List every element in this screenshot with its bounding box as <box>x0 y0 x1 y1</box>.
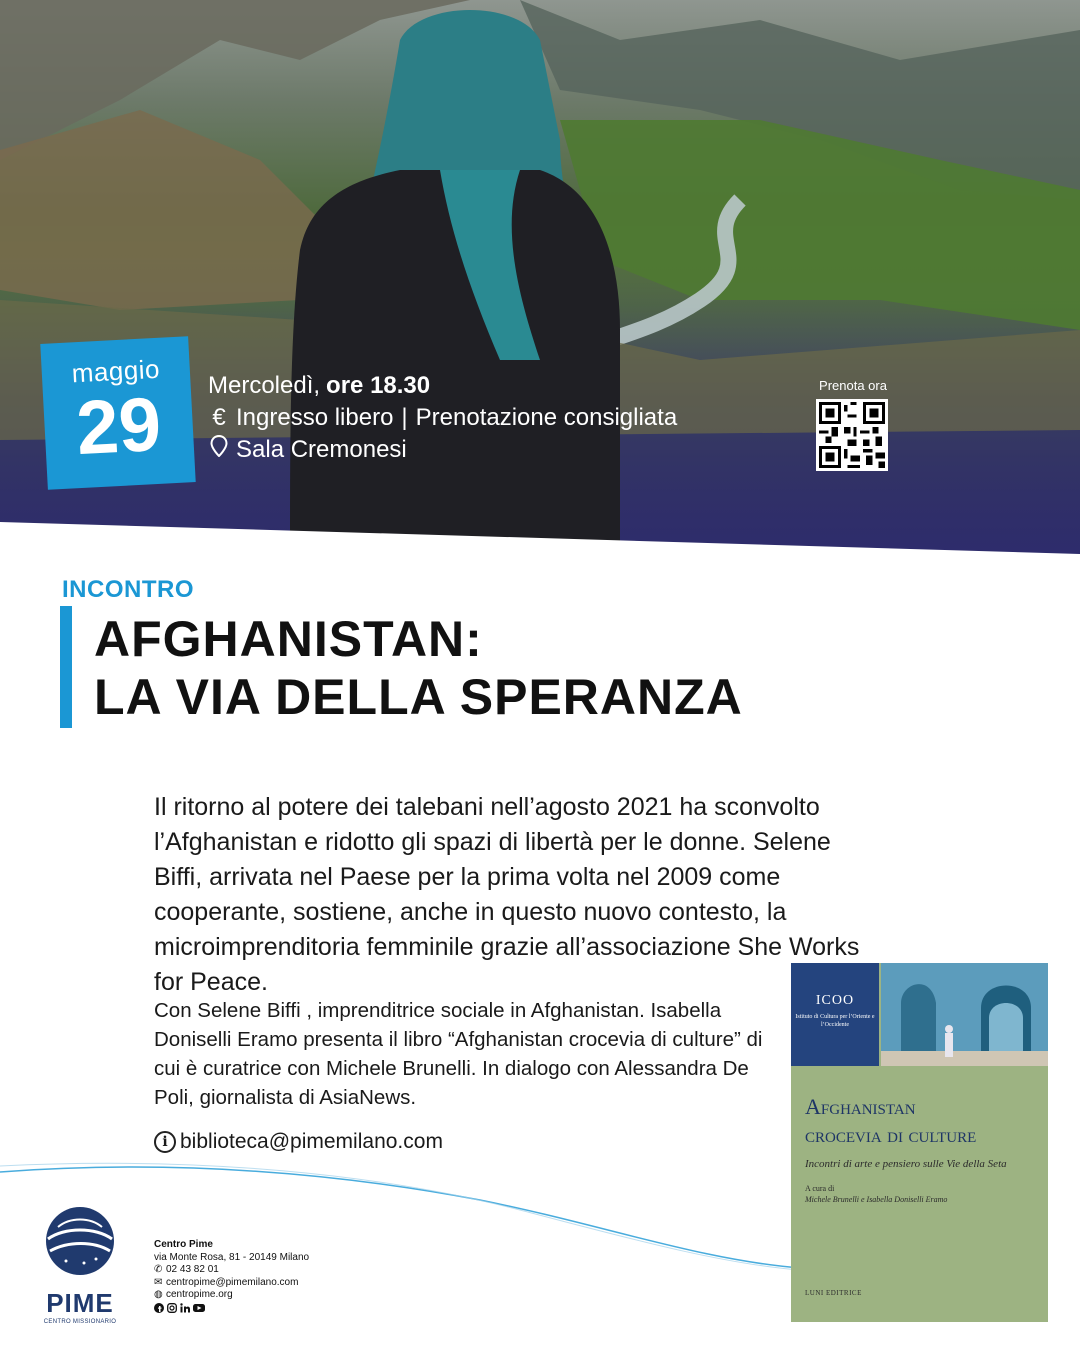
footer-email-row <box>154 1277 309 1290</box>
mail-icon: ✉ <box>154 1276 163 1288</box>
linkedin-icon[interactable] <box>180 1303 190 1313</box>
contact-email-link[interactable]: biblioteca@pimemilano.com <box>180 1130 443 1153</box>
book-credits <box>805 1183 1041 1205</box>
youtube-icon[interactable] <box>193 1303 205 1313</box>
footer-phone[interactable]: 02 43 82 01 <box>166 1264 219 1276</box>
title-accent-bar <box>60 606 72 728</box>
event-booking: Prenotazione consigliata <box>415 404 678 431</box>
euro-icon: € <box>212 404 226 431</box>
date-day: 29 <box>74 381 164 472</box>
globe-icon: ◍ <box>154 1289 163 1301</box>
book-title-line-1: Afghanistan <box>805 1094 916 1119</box>
footer-org: Centro Pime <box>154 1239 213 1250</box>
event-entry: Ingresso libero <box>236 404 394 431</box>
event-separator: | <box>401 404 408 431</box>
event-venue: Sala Cremonesi <box>236 436 407 463</box>
facebook-icon[interactable] <box>154 1303 164 1313</box>
book-cover <box>791 963 1048 1322</box>
book-title-line-2: crocevia di culture <box>805 1122 977 1147</box>
contact-line <box>154 1130 443 1154</box>
footer-social-row <box>154 1303 309 1313</box>
date-month: maggio <box>70 353 161 389</box>
footer-website[interactable]: centropime.org <box>166 1289 233 1301</box>
phone-icon: ✆ <box>154 1264 163 1276</box>
book-edited-by: A cura di <box>805 1184 835 1193</box>
title-line-2: LA VIA DELLA SPERANZA <box>94 669 743 725</box>
book-editors: Michele Brunelli e Isabella Doniselli Eramo <box>805 1195 948 1204</box>
footer-email[interactable]: centropime@pimemilano.com <box>166 1276 299 1288</box>
footer-web-row <box>154 1289 309 1302</box>
hero-photo <box>0 0 1080 555</box>
footer-contacts <box>154 1239 309 1313</box>
footer-address: via Monte Rosa, 81 - 20149 Milano <box>154 1251 310 1263</box>
pime-tagline: CENTRO MISSIONARIO <box>43 1319 117 1325</box>
footer-phone-row <box>154 1264 309 1277</box>
title-line-1: AFGHANISTAN: <box>94 611 483 667</box>
event-kicker: INCONTRO <box>62 576 194 603</box>
book-publisher: LUNI EDITRICE <box>805 1289 862 1297</box>
book-title <box>805 1093 1045 1149</box>
book-subtitle: Incontri di arte e pensiero sulle Vie della Seta <box>805 1158 1007 1170</box>
pime-globe-icon <box>44 1205 116 1277</box>
pime-name: PIME <box>46 1288 114 1318</box>
decorative-wave <box>0 1160 800 1280</box>
book-mosque-image <box>881 963 1048 1066</box>
event-time: ore 18.30 <box>326 372 431 399</box>
page-title <box>94 610 743 726</box>
instagram-icon[interactable] <box>167 1303 177 1313</box>
event-weekday: Mercoledì, <box>208 372 321 399</box>
hero-slanted-edge <box>0 0 1080 555</box>
intro-paragraph: Il ritorno al potere dei talebani nell’agosto 2021 ha sconvolto l’Afghanistan e ridotto gli spazi di libertà per le donne. Selene Biffi, arrivata nel Paese per la prima volta nel 2009 come cooperante, sostiene, anche in questo nuovo contesto, la microimprenditoria femminile grazie all’associazione She Works for Peace. <box>154 793 860 996</box>
speakers-paragraph: Con Selene Biffi , imprenditrice sociale in Afghanistan. Isabella Doniselli Eramo presenta il libro “Afghanistan crocevia di culture” di cui è curatrice con Michele Brunelli. In dialogo con Alessandra De Poli, giornalista di AsiaNews. <box>154 999 763 1109</box>
pime-logo[interactable] <box>40 1205 120 1325</box>
info-icon: i <box>154 1131 176 1153</box>
book-series-panel <box>791 963 879 1066</box>
book-series: ICOO <box>815 993 855 1008</box>
book-institute: Istituto di Cultura per l’Oriente e l’Occidente <box>795 1014 875 1028</box>
qr-label: Prenota ora <box>819 378 887 393</box>
